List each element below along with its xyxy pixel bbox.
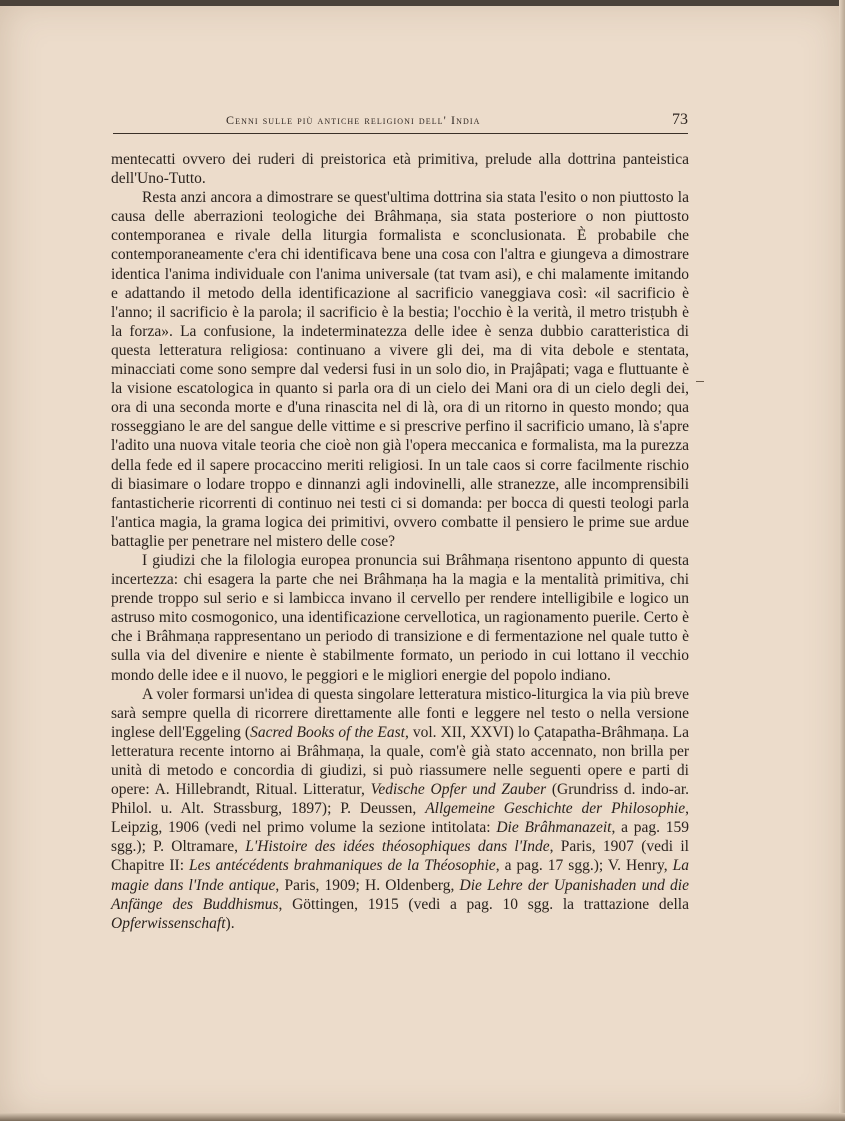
running-head: Cenni sulle più antiche religioni dell' India [226, 113, 481, 127]
book-title: La magie dans l'Inde antique [111, 857, 689, 894]
text-run: , Göttingen, 1915 (vedi a pag. 10 sgg. la trattazione della [278, 895, 689, 913]
text-run: A voler formarsi un'idea di questa singolare letteratura mistico-liturgica la via più breve sarà sempre quella di ricorrere direttamente alle fonti e leggere nel testo o nella versione inglese dell'Eggeling ( [111, 685, 689, 741]
book-title: Die Brâhmanazeit [496, 819, 612, 837]
book-title: Allgemeine Geschichte der Philosophie [425, 800, 686, 818]
text-run: (Grundriss d. indo-ar. Philol. u. Alt. Strassburg, 1897); P. Deussen, [111, 781, 690, 818]
text-run: , Leipzig, 1906 (vedi nel primo volume la sezione intitolata: [111, 800, 689, 837]
margin-mark [696, 381, 704, 382]
paragraph: I giudizi che la filologia europea pronuncia sui Brâhmaṇa risentono appunto di questa incertezza: chi esagera la parte che nei Brâhmaṇa ha la magia e la mentalità primitiva, chi prende troppo sul serio e si lambicca invano il cervello per rendere intelligibile e logico un astruso mito cosmogonico, una identificazione cervellotica, un ragionamento puerile. Certo è che i Brâhmaṇa rappresentano un periodo di transizione e di fermentazione nel quale tutto è sulla via del divenire e niente è stabilmente formato, un periodo in cui lottano il vecchio mondo delle idee e il nuovo, le peggiori e le migliori energie del popolo indiano. [111, 551, 689, 684]
page-top-edge [0, 0, 845, 6]
bibliography-paragraph [111, 685, 689, 933]
paragraph: Resta anzi ancora a dimostrare se quest'ultima dottrina sia stata l'esito o non piuttosto la causa delle aberrazioni teologiche dei Brâhmaṇa, sia stata posteriore o non piuttosto contemporanea e rivale della liturgia formalista e sconclusionata. È probabile che contemporaneamente c'era chi identificava bene una cosa con l'altra e giungeva a dimostrare identica l'anima individuale con l'anima universale (tat tvam asi), e chi malamente imitando e adattando il metodo della identificazione al sacrificio vaneggiava così: «il sacrificio è l'anno; il sacrificio è la parola; il sacrificio è la bestia; l'occhio è la verità, il metro trisṭubh è la forza». La confusione, la indeterminatezza delle idee è senza dubbio caratteristica di questa letteratura religiosa: continuano a vivere gli dei, ma di vita debole e stentata, minacciati come sono sempre dal vedersi fusi in un solo dio, in Prajâpati; vaga e fluttuante è la visione escatologica in quanto si parla ora di un cielo dei Mani ora di un cielo degli dei, ora di una seconda morte e d'una rinascita nel di là, ora di un ritorno in questo mondo; qua rosseggiano le are del sangue delle vittime e si prescrive perfino il sacrificio umano, là s'apre l'adito una nuova vitale teoria che cioè non già l'opera meccanica e formalista, ma la purezza della fede ed il sapere procaccino meriti religiosi. In un tale caos si corre facilmente rischio di biasimare o lodare troppo e dinnanzi agli indovinelli, alle stranezze, alle incomprensibili fantasticherie ricorrenti di continuo nei testi ci si domanda: per bocca di questi teologi parla l'antica magia, la grama logica dei primitivi, ovvero combatte il pensiero le prime sue ardue battaglie per penetrare nel mistero delle cose? [111, 189, 689, 550]
text-run: , Paris, 1909; H. Oldenberg, [275, 876, 460, 894]
book-title: Vedische Opfer und Zauber [370, 781, 547, 799]
book-title: Les antécédents brahmaniques de la Théosophie [189, 857, 496, 875]
text-run: , a pag. 17 sgg.); V. Henry, [495, 857, 673, 875]
text-run: ). [225, 914, 235, 932]
page-bottom-edge [0, 1113, 845, 1121]
page-right-edge [839, 0, 845, 1121]
text-run: , vol. XII, XXVI) lo Çatapatha-Brâhmaṇa. La letteratura recente intorno ai Brâhmaṇa, la quale, com'è già stato accennato, non brilla per unità di metodo e concordia di giudizi, si può riassumere nelle seguenti opere e parti di opere: A. Hillebrandt, Ritual. Litteratur, [111, 723, 689, 799]
body-text [111, 150, 689, 933]
book-title: Die Lehre der Upanishaden und die Anfänge des Buddhismus [111, 876, 689, 913]
text-run: , Paris, 1907 (vedi il Chapitre II: [111, 838, 689, 875]
page-number: 73 [672, 111, 688, 128]
page-header [113, 111, 688, 134]
text-run: , a pag. 159 sgg.); P. Oltramare, [111, 819, 689, 856]
book-title: L'Histoire des idées théosophiques dans l'Inde [245, 838, 550, 856]
book-title: Sacred Books of the East [250, 723, 405, 741]
paragraph: mentecatti ovvero dei ruderi di preistorica età primitiva, prelude alla dottrina panteistica dell'Uno-Tutto. [111, 151, 689, 188]
book-title: Opferwissenschaft [111, 914, 226, 932]
